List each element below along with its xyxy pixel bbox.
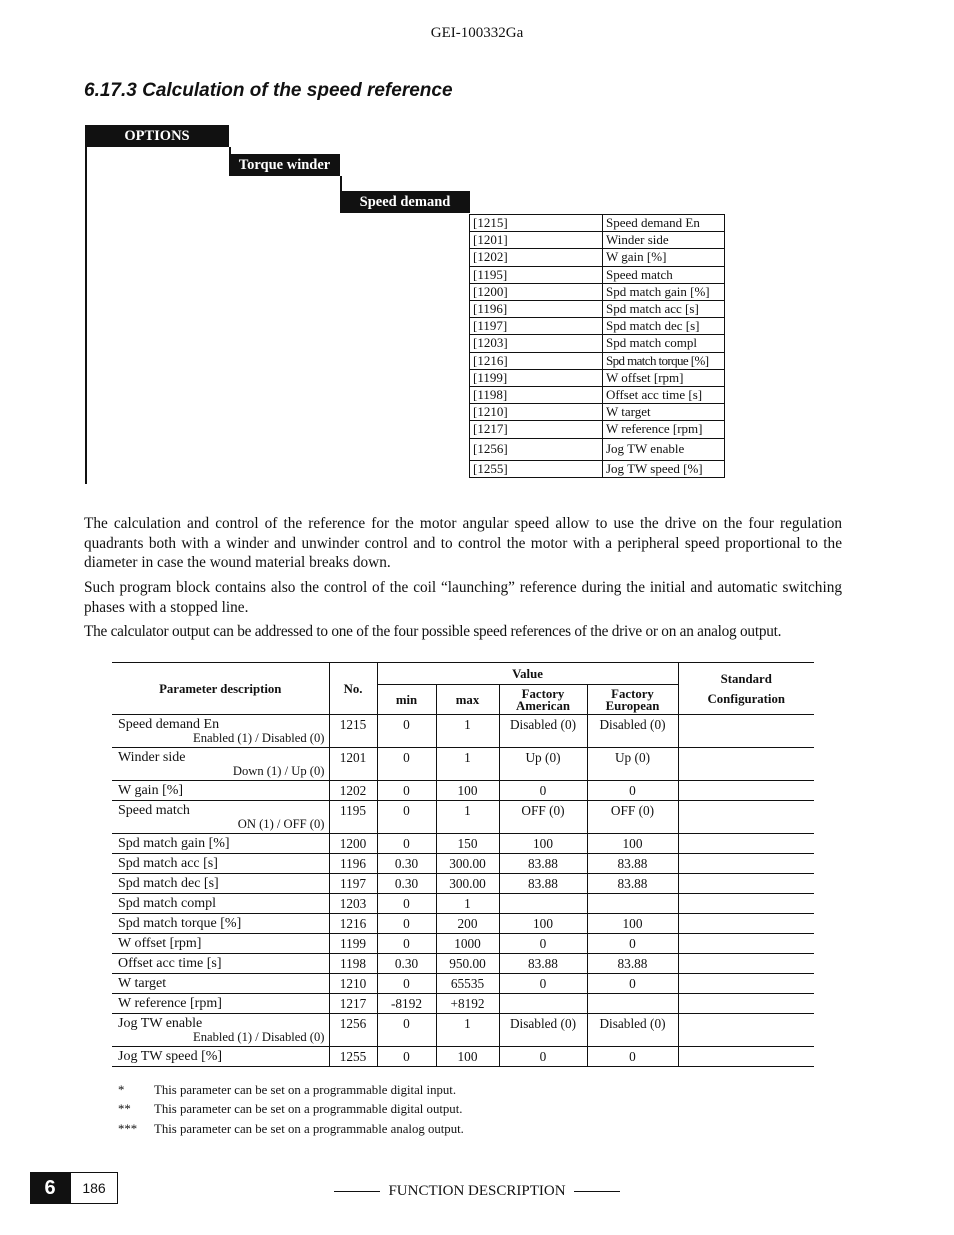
table-row — [112, 894, 814, 914]
table-row — [112, 994, 814, 1014]
menu-level-torque-winder: Torque winder — [229, 154, 340, 176]
param-name: Spd match compl — [118, 896, 216, 911]
menu-line-options — [85, 147, 87, 484]
param-factory-american: 0 — [499, 934, 587, 954]
paragraph-2: Such program block contains also the control of the coil “launching” reference during the initial and automatic switching phases with a stopped line. — [84, 579, 842, 616]
param-factory-american: 0 — [499, 781, 587, 801]
menu-param-id: [1196] — [470, 301, 603, 318]
table-row — [112, 974, 814, 994]
header-standard — [678, 663, 814, 715]
menu-param-id: [1195] — [470, 266, 603, 283]
param-no: 1216 — [329, 914, 377, 934]
param-name: Speed demand En — [118, 717, 220, 732]
menu-param-id: [1210] — [470, 404, 603, 421]
param-min: 0 — [377, 974, 436, 994]
param-no: 1197 — [329, 874, 377, 894]
param-factory-american: Up (0) — [499, 748, 587, 781]
param-max: 1 — [436, 894, 499, 914]
param-factory-american — [499, 994, 587, 1014]
note-2 — [118, 1102, 462, 1117]
param-max: 950.00 — [436, 954, 499, 974]
header-standard-text: Standard Configuration — [707, 671, 785, 706]
param-no: 1215 — [329, 715, 377, 748]
menu-row — [470, 352, 725, 369]
param-description — [112, 715, 329, 748]
param-min: 0 — [377, 1014, 436, 1047]
param-standard — [678, 974, 814, 994]
menu-row — [470, 215, 725, 232]
param-standard — [678, 801, 814, 834]
param-factory-european: Disabled (0) — [587, 1014, 678, 1047]
param-name: Jog TW speed [%] — [118, 1049, 223, 1064]
param-max: 1 — [436, 801, 499, 834]
param-max: 300.00 — [436, 854, 499, 874]
param-factory-european: Disabled (0) — [587, 715, 678, 748]
menu-param-id: [1200] — [470, 283, 603, 300]
param-min: 0 — [377, 715, 436, 748]
menu-param-id: [1215] — [470, 215, 603, 232]
param-factory-european — [587, 894, 678, 914]
param-min: 0.30 — [377, 954, 436, 974]
menu-param-name: Jog TW speed [%] — [603, 460, 725, 477]
header-description: Parameter description — [112, 663, 329, 715]
menu-param-id: [1203] — [470, 335, 603, 352]
param-max: 150 — [436, 834, 499, 854]
menu-row — [470, 232, 725, 249]
param-factory-american: 83.88 — [499, 874, 587, 894]
param-factory-european: OFF (0) — [587, 801, 678, 834]
param-min: 0 — [377, 748, 436, 781]
param-factory-european: 83.88 — [587, 854, 678, 874]
param-options: Enabled (1) / Disabled (0) — [193, 731, 325, 745]
menu-param-id: [1255] — [470, 460, 603, 477]
param-no: 1256 — [329, 1014, 377, 1047]
chapter-number: 6 — [30, 1172, 70, 1204]
param-name: Spd match acc [s] — [118, 856, 218, 871]
note-mark: ** — [118, 1102, 131, 1116]
param-name: Jog TW enable — [118, 1016, 203, 1031]
header-factory-european — [587, 685, 678, 715]
param-description — [112, 994, 329, 1014]
param-standard — [678, 994, 814, 1014]
param-factory-american: Disabled (0) — [499, 1014, 587, 1047]
page-number: 186 — [70, 1172, 118, 1204]
param-description — [112, 894, 329, 914]
menu-param-id: [1202] — [470, 249, 603, 266]
table-row — [112, 874, 814, 894]
param-max: 1 — [436, 1014, 499, 1047]
param-standard — [678, 894, 814, 914]
param-max: 100 — [436, 1047, 499, 1067]
param-min: 0 — [377, 781, 436, 801]
menu-row — [470, 266, 725, 283]
param-no: 1199 — [329, 934, 377, 954]
header-factory-american-text: Factory American — [515, 686, 570, 713]
param-standard — [678, 748, 814, 781]
param-description — [112, 801, 329, 834]
param-standard — [678, 1014, 814, 1047]
table-row — [112, 914, 814, 934]
menu-row — [470, 421, 725, 438]
param-no: 1198 — [329, 954, 377, 974]
param-max: 200 — [436, 914, 499, 934]
param-factory-american: 83.88 — [499, 854, 587, 874]
menu-param-name: W reference [rpm] — [603, 421, 725, 438]
param-name: Spd match torque [%] — [118, 916, 242, 931]
param-description — [112, 974, 329, 994]
param-factory-european: 0 — [587, 974, 678, 994]
param-max: 65535 — [436, 974, 499, 994]
param-factory-european — [587, 994, 678, 1014]
param-min: 0 — [377, 934, 436, 954]
menu-param-id: [1201] — [470, 232, 603, 249]
note-mark: * — [118, 1083, 125, 1097]
menu-param-name: Speed match — [603, 266, 725, 283]
param-factory-european: 0 — [587, 1047, 678, 1067]
table-row — [112, 954, 814, 974]
table-row — [112, 1014, 814, 1047]
menu-row — [470, 438, 725, 460]
param-standard — [678, 1047, 814, 1067]
param-description — [112, 1047, 329, 1067]
header-max: max — [436, 685, 499, 715]
menu-row — [470, 318, 725, 335]
param-description — [112, 874, 329, 894]
menu-row — [470, 335, 725, 352]
menu-param-name: Speed demand En — [603, 215, 725, 232]
menu-param-name: W gain [%] — [603, 249, 725, 266]
param-no: 1195 — [329, 801, 377, 834]
table-row — [112, 1047, 814, 1067]
param-factory-european: 83.88 — [587, 874, 678, 894]
param-no: 1201 — [329, 748, 377, 781]
param-factory-american: 83.88 — [499, 954, 587, 974]
menu-param-name: W target — [603, 404, 725, 421]
param-factory-european: 0 — [587, 934, 678, 954]
param-standard — [678, 874, 814, 894]
document-code: GEI-100332Ga — [430, 25, 524, 41]
param-description — [112, 954, 329, 974]
table-row — [112, 801, 814, 834]
param-description — [112, 914, 329, 934]
menu-row — [470, 283, 725, 300]
param-factory-american: 100 — [499, 834, 587, 854]
menu-row — [470, 404, 725, 421]
menu-connector-2 — [340, 176, 342, 191]
param-name: Offset acc time [s] — [118, 956, 222, 971]
param-factory-american: OFF (0) — [499, 801, 587, 834]
param-name: Spd match gain [%] — [118, 836, 230, 851]
param-name: W offset [rpm] — [118, 936, 202, 951]
table-row — [112, 934, 814, 954]
param-no: 1210 — [329, 974, 377, 994]
menu-param-name: Spd match compl — [603, 335, 725, 352]
menu-param-name: Winder side — [603, 232, 725, 249]
param-no: 1203 — [329, 894, 377, 914]
menu-param-id: [1197] — [470, 318, 603, 335]
param-factory-american: 0 — [499, 1047, 587, 1067]
parameter-table — [112, 662, 814, 1067]
menu-row — [470, 249, 725, 266]
menu-param-name: Spd match gain [%] — [603, 283, 725, 300]
header-factory-american — [499, 685, 587, 715]
note-text: This parameter can be set on a programmable digital input. — [154, 1083, 457, 1097]
param-factory-european: Up (0) — [587, 748, 678, 781]
param-min: 0.30 — [377, 854, 436, 874]
menu-param-id: [1217] — [470, 421, 603, 438]
param-min: 0 — [377, 894, 436, 914]
param-standard — [678, 715, 814, 748]
header-factory-european-text: Factory European — [605, 686, 660, 713]
param-standard — [678, 854, 814, 874]
param-name: W reference [rpm] — [118, 996, 222, 1011]
table-row — [112, 748, 814, 781]
footer-text: FUNCTION DESCRIPTION — [388, 1183, 566, 1199]
param-min: 0 — [377, 1047, 436, 1067]
param-description — [112, 1014, 329, 1047]
param-name: W gain [%] — [118, 783, 184, 798]
paragraph-1: The calculation and control of the reference for the motor angular speed allow to use the drive on the four regulation quadrants both with a winder and unwinder control and to control the motor with a peripheral speed proportional to the diameter in case the wound material breaks down. — [84, 515, 842, 571]
param-factory-american — [499, 894, 587, 914]
header-min: min — [377, 685, 436, 715]
note-text: This parameter can be set on a programmable digital output. — [154, 1102, 463, 1116]
param-max: 100 — [436, 781, 499, 801]
param-options: ON (1) / OFF (0) — [237, 817, 325, 831]
param-description — [112, 834, 329, 854]
param-name: Spd match dec [s] — [118, 876, 219, 891]
menu-parameter-table — [469, 214, 725, 478]
param-description — [112, 781, 329, 801]
menu-param-name: Spd match torque [%] — [603, 352, 725, 369]
menu-param-id: [1198] — [470, 387, 603, 404]
table-row — [112, 834, 814, 854]
menu-param-name: W offset [rpm] — [603, 369, 725, 386]
paragraph-3: The calculator output can be addressed to one of the four possible speed references of the drive or on an analog output. — [84, 623, 782, 640]
param-factory-american: 0 — [499, 974, 587, 994]
param-description — [112, 854, 329, 874]
param-factory-european: 0 — [587, 781, 678, 801]
menu-param-name: Spd match acc [s] — [603, 301, 725, 318]
menu-row — [470, 460, 725, 477]
param-no: 1217 — [329, 994, 377, 1014]
footer-label — [0, 1183, 954, 1200]
menu-row — [470, 301, 725, 318]
param-standard — [678, 781, 814, 801]
param-standard — [678, 934, 814, 954]
param-standard — [678, 834, 814, 854]
footer-dash-right — [574, 1191, 620, 1192]
param-description — [112, 748, 329, 781]
menu-row — [470, 387, 725, 404]
param-name: Speed match — [118, 803, 190, 818]
param-max: 1 — [436, 748, 499, 781]
header-no: No. — [329, 663, 377, 715]
param-no: 1196 — [329, 854, 377, 874]
param-factory-american: 100 — [499, 914, 587, 934]
param-name: W target — [118, 976, 167, 991]
param-min: 0 — [377, 914, 436, 934]
menu-row — [470, 369, 725, 386]
header-value: Value — [377, 663, 678, 685]
menu-param-name: Spd match dec [s] — [603, 318, 725, 335]
table-row — [112, 715, 814, 748]
param-min: 0 — [377, 834, 436, 854]
table-row — [112, 854, 814, 874]
param-options: Down (1) / Up (0) — [232, 764, 325, 778]
note-text: This parameter can be set on a programmable analog output. — [154, 1122, 464, 1136]
param-min: 0.30 — [377, 874, 436, 894]
param-options: Enabled (1) / Disabled (0) — [193, 1030, 325, 1044]
param-max: 300.00 — [436, 874, 499, 894]
param-no: 1202 — [329, 781, 377, 801]
param-name: Winder side — [118, 750, 186, 765]
table-row — [112, 781, 814, 801]
param-factory-american: Disabled (0) — [499, 715, 587, 748]
param-min: 0 — [377, 801, 436, 834]
param-factory-european: 83.88 — [587, 954, 678, 974]
menu-connector-1 — [229, 147, 231, 154]
param-min: -8192 — [377, 994, 436, 1014]
note-3 — [118, 1122, 464, 1137]
param-max: 1 — [436, 715, 499, 748]
menu-param-name: Jog TW enable — [603, 438, 725, 460]
menu-level-options: OPTIONS — [85, 125, 229, 147]
param-factory-european: 100 — [587, 834, 678, 854]
param-no: 1255 — [329, 1047, 377, 1067]
param-factory-european: 100 — [587, 914, 678, 934]
param-standard — [678, 914, 814, 934]
note-mark: *** — [118, 1122, 138, 1136]
footer-dash-left — [334, 1191, 380, 1192]
section-title: 6.17.3 Calculation of the speed reference — [84, 80, 453, 101]
param-max: 1000 — [436, 934, 499, 954]
param-standard — [678, 954, 814, 974]
param-no: 1200 — [329, 834, 377, 854]
param-description — [112, 934, 329, 954]
menu-param-id: [1216] — [470, 352, 603, 369]
menu-param-id: [1256] — [470, 438, 603, 460]
param-max: +8192 — [436, 994, 499, 1014]
note-1 — [118, 1083, 456, 1098]
menu-param-id: [1199] — [470, 369, 603, 386]
menu-level-speed-demand: Speed demand — [340, 191, 470, 213]
menu-param-name: Offset acc time [s] — [603, 387, 725, 404]
